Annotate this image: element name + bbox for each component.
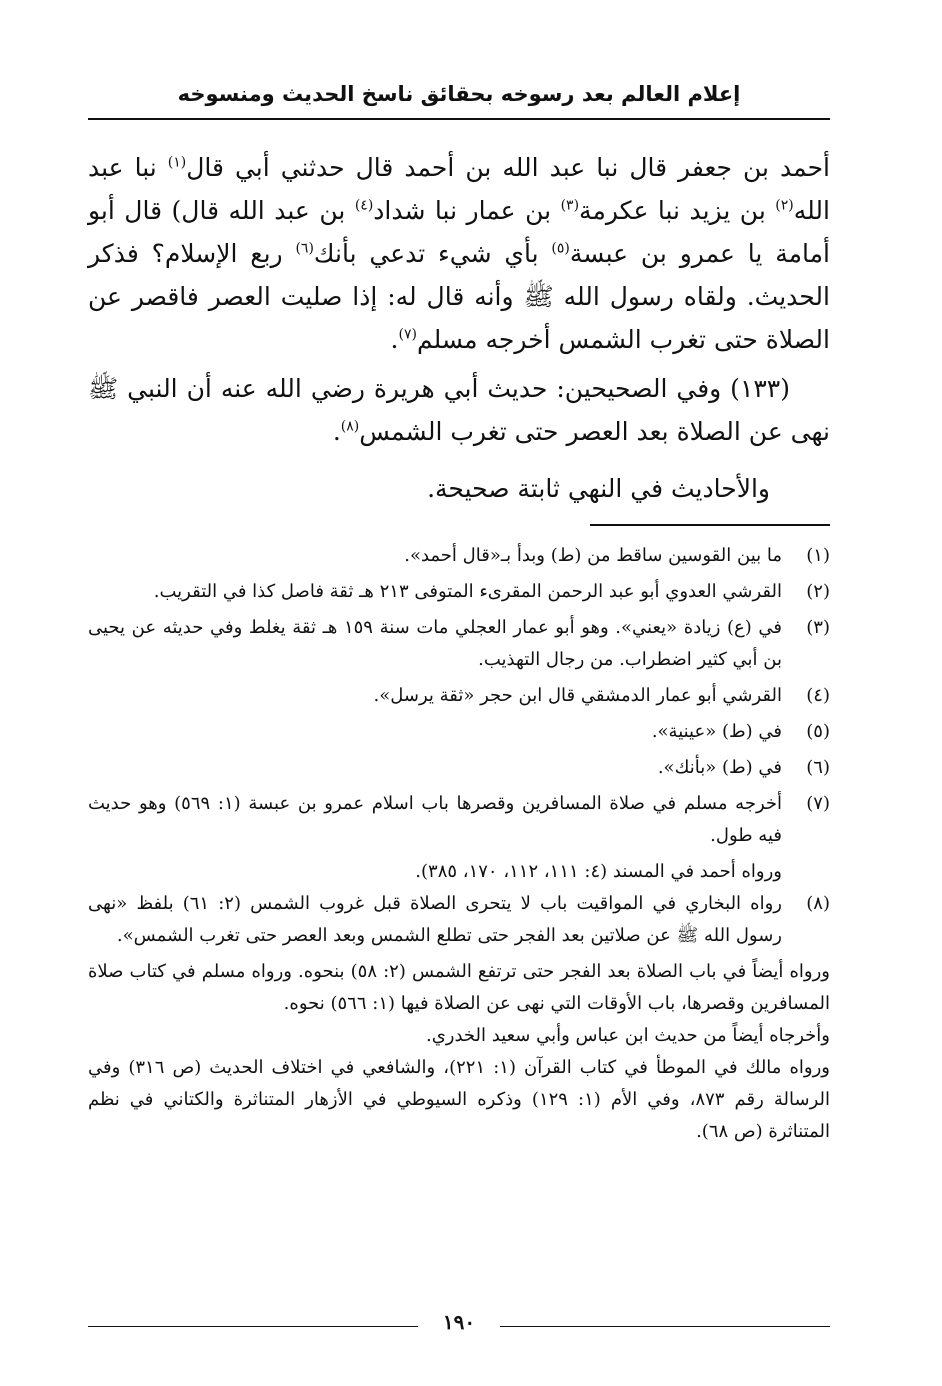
footer-rule-right	[500, 1326, 830, 1327]
footnote-ref-1: (١)	[167, 154, 187, 171]
footnote-5	[88, 716, 830, 748]
footer-rule-left	[88, 1326, 418, 1327]
text-run: بن يزيد نبا عكرمة	[579, 196, 776, 225]
footnote-text: القرشي العدوي أبو عبد الرحمن المقرىء المتوفى ٢١٣ هـ ثقة فاصل كذا في التقريب.	[153, 581, 782, 602]
footnote-text: أخرجه مسلم في صلاة المسافرين وقصرها باب اسلام عمرو بن عبسة (١: ٥٦٩) وهو حديث فيه طول.	[88, 793, 783, 846]
page-footer	[88, 1310, 830, 1340]
paragraph-1	[88, 146, 830, 361]
footnote-number: (٨)	[806, 893, 830, 914]
page-number: ١٩٠	[442, 1310, 476, 1334]
footnote-ref-5: (٥)	[551, 240, 570, 257]
footnote-7-continuation: ورواه أحمد في المسند (٤: ١١١، ١١٢، ١٧٠، ٣٨٥).	[415, 861, 782, 882]
footnote-text: القرشي أبو عمار الدمشقي قال ابن حجر «ثقة يرسل».	[373, 685, 782, 706]
main-text	[88, 146, 830, 510]
paragraph-3: والأحاديث في النهي ثابتة صحيحة.	[427, 474, 770, 503]
footnote-2	[88, 576, 830, 608]
footnote-text: في (ع) زيادة «يعني». وهو أبو عمار العجلي مات سنة ١٥٩ هـ ثقة يغلط وفي حديثه عن يحيى بن أبي كثير اضطراب. من رجال التهذيب.	[88, 617, 783, 670]
text-run: .	[390, 325, 399, 354]
footnotes	[88, 540, 830, 1148]
running-title: إعلام العالم بعد رسوخه بحقائق ناسخ الحديث ومنسوخه	[177, 82, 741, 106]
footnote-text: في (ط) «بأنك».	[657, 757, 782, 778]
text-run: بأي شيء تدعي بأنك	[313, 239, 552, 268]
footnote-separator	[590, 524, 830, 526]
footnote-8-continuation: ورواه أيضاً في باب الصلاة بعد الفجر حتى ترتفع الشمس (٢: ٥٨) بنحوه. ورواه مسلم في كتاب صلاة المسافرين وقصرها، باب الأوقات التي نهى عن الصلاة فيها (١: ٥٦٦) نحوه.	[88, 961, 830, 1014]
footnote-3	[88, 612, 830, 676]
footnote-number: (٤)	[806, 685, 830, 706]
footnote-6	[88, 752, 830, 784]
footnote-ref-3: (٣)	[560, 197, 580, 214]
footnote-ref-8: (٨)	[340, 418, 360, 435]
footnote-ref-4: (٤)	[354, 197, 374, 214]
footnote-number: (٢)	[806, 581, 830, 602]
footnote-number: (١)	[806, 545, 830, 566]
footnote-8-continuation: وأخرجاه أيضاً من حديث ابن عباس وأبي سعيد الخدري.	[425, 1025, 830, 1046]
footnote-text: ما بين القوسين ساقط من (ط) وبدأ بـ«قال أحمد».	[404, 545, 782, 566]
footnote-4	[88, 680, 830, 712]
footnote-number: (٧)	[806, 793, 830, 814]
footnote-number: (٥)	[806, 721, 830, 742]
footnote-ref-2: (٢)	[775, 197, 794, 214]
text-run: بن عمار نبا شداد	[373, 196, 561, 225]
text-run: ربع الإسلام؟ فذكر الحديث. ولقاه رسول الله ﷺ وأنه قال له: إذا صليت العصر فاقصر عن الصلاة حتى تغرب الشمس أخرجه مسلم	[88, 239, 830, 354]
header-rule	[88, 118, 830, 120]
footnote-7	[88, 788, 830, 852]
text-run: (١٣٣) وفي الصحيحين: حديث أبي هريرة رضي الله عنه أن النبي ﷺ نهى عن الصلاة بعد العصر حتى تغرب الشمس	[88, 374, 830, 446]
text-run: نبا عبد الله	[88, 153, 830, 225]
footnote-1	[88, 540, 830, 572]
footnote-text: في (ط) «عينية».	[651, 721, 782, 742]
footnote-ref-6: (٦)	[295, 240, 314, 257]
text-run: .	[332, 417, 341, 446]
footnote-8-continuation: ورواه مالك في الموطأ في كتاب القرآن (١: ٢٢١)، والشافعي في اختلاف الحديث (ص ٣١٦) وفي الرسالة رقم ٨٧٣، وفي الأم (١: ١٢٩) وذكره السيوطي في الأزهار المتناثرة والكتاني في نظم المتناثرة (ص ٦٨).	[88, 1057, 830, 1142]
footnote-8	[88, 888, 830, 952]
footnote-text: رواه البخاري في المواقيت باب لا يتحرى الصلاة قبل غروب الشمس (٢: ٦١) بلفظ «نهى رسول الله ﷺ عن صلاتين بعد الفجر حتى تطلع الشمس وبعد العصر حتى تغرب الشمس».	[88, 893, 782, 946]
footnote-number: (٣)	[806, 617, 830, 638]
text-run: بن عبد الله قال) قال أبو أمامة يا عمرو بن عبسة	[88, 196, 830, 268]
footnote-ref-7: (٧)	[398, 326, 417, 343]
text-run: أحمد بن جعفر قال نبا عبد الله بن أحمد قال حدثني أبي قال	[186, 153, 830, 182]
paragraph-2	[88, 367, 830, 453]
footnote-number: (٦)	[806, 757, 830, 778]
